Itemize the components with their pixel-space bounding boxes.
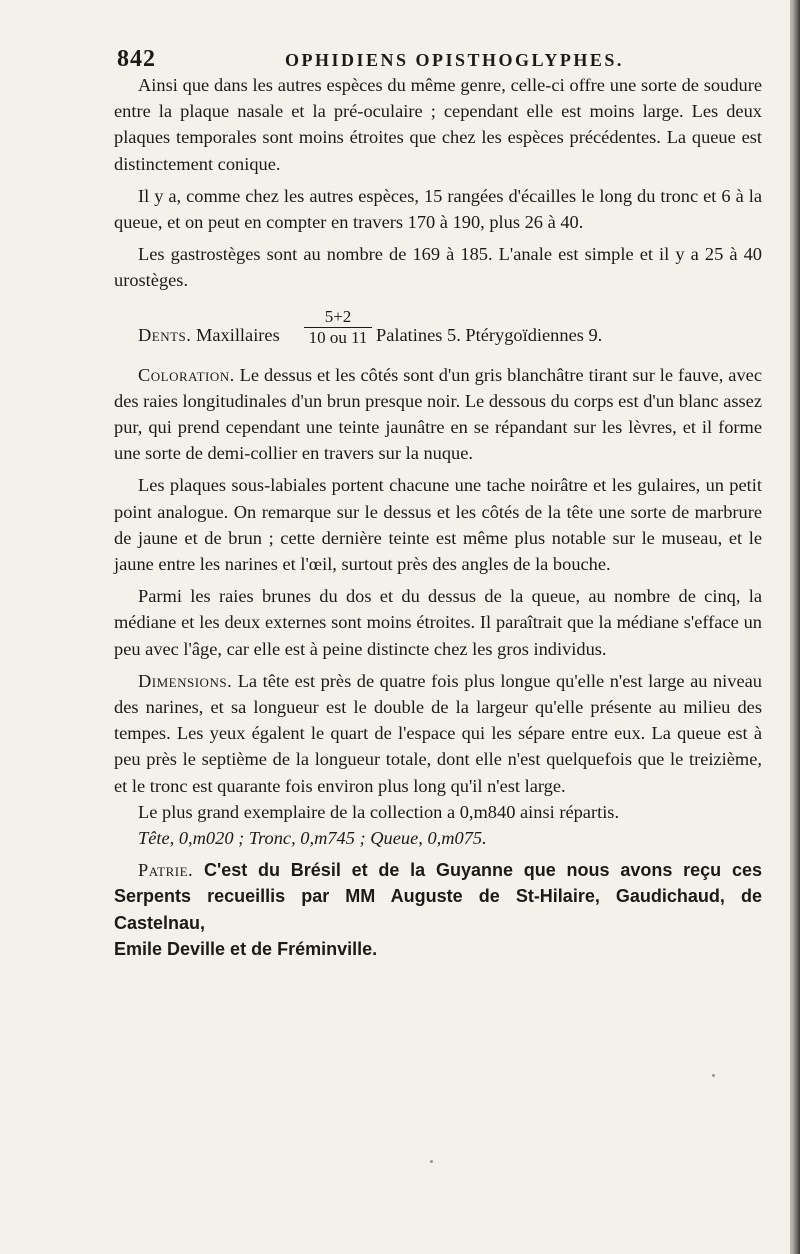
paragraph-coloration xyxy=(114,362,762,467)
paragraph-raies-brunes: Parmi les raies brunes du dos et du dessus de la queue, au nombre de cinq, la médiane et les deux externes sont moins étroites. Il paraîtrait que la médiane s'efface un peu avec l'âge, car elle est à peine distincte chez les gros individus. xyxy=(114,586,762,659)
fraction-denominator: 10 ou 11 xyxy=(308,327,368,347)
dimensions-text: La tête est près de quatre fois plus longue qu'elle n'est large au niveau des narines, et sa longueur est le double de la largeur qu'elle présente au milieu des tempes. Les yeux égalent le quart de l'espace qui les sépare entre eux. La queue est à peu près le septième de la longueur totale, dont elle n'est quelquefois que le treizième, et le tronc est quarante fois environ plus long qu'il n'est large. xyxy=(114,670,762,796)
fraction-numerator: 5+2 xyxy=(324,306,352,326)
maxillaires-fraction xyxy=(304,308,372,347)
paragraph-patrie xyxy=(114,857,762,936)
page-number: 842 xyxy=(117,46,156,72)
paper-speck xyxy=(430,1160,433,1163)
patrie-text: C'est du Brésil et de la Guyanne que nous avons reçu ces Serpents recueillis par MM Auguste de St-Hilaire, Gaudichaud, de Castelnau, xyxy=(114,860,762,933)
maxillaires-label: Maxillaires xyxy=(196,324,280,345)
paper-speck xyxy=(712,1074,715,1077)
paragraph-exemplaire: Le plus grand exemplaire de la collection a 0,m840 ainsi répartis. xyxy=(138,801,620,822)
page-edge-line xyxy=(790,0,792,1254)
coloration-text: Le dessus et les côtés sont d'un gris blanchâtre tirant sur le fauve, avec des raies longitudinales d'un brun presque noir. Le dessous du corps est d'un blanc assez pur, qui prend cependant une teinte jaunâtre en se répandant sur les lèvres, et il forme une sorte de demi-collier en travers sur la nuque. xyxy=(114,364,762,464)
coloration-label: Coloration. xyxy=(138,364,235,385)
dental-formula xyxy=(114,302,762,362)
paragraph-dimensions xyxy=(114,668,762,799)
patrie-label: Patrie. xyxy=(138,860,194,881)
palatines-pterygoidiennes: Palatines 5. Ptérygoïdiennes 9. xyxy=(376,324,603,345)
dents-label-line xyxy=(138,322,280,348)
patrie-last-line: Emile Deville et de Fréminville. xyxy=(114,938,378,959)
dents-label: Dents. xyxy=(138,324,192,345)
paragraph-plaques-labiales: Les plaques sous-labiales portent chacune une tache noirâtre et les gulaires, un petit point analogue. On remarque sur le dessus et les côtés de la tête une sorte de marbrure de jaune et de brun ; cette dernière teinte est même plus notable sur le museau, et le jaune entre les narines et l'œil, surtout près des angles de la bouche. xyxy=(114,475,762,575)
paragraph-mesures: Tête, 0,m020 ; Tronc, 0,m745 ; Queue, 0,m075. xyxy=(138,828,487,849)
body-text xyxy=(114,72,762,962)
running-head: OPHIDIENS OPISTHOGLYPHES. xyxy=(285,50,624,70)
dimensions-label: Dimensions. xyxy=(138,670,233,691)
paragraph-ecailles: Il y a, comme chez les autres espèces, 15 rangées d'écailles le long du tronc et 6 à la queue, et on peut en compter en travers 170 à 190, plus 26 à 40. xyxy=(114,185,762,233)
paragraph-plaques: Ainsi que dans les autres espèces du même genre, celle-ci offre une sorte de soudure entre la plaque nasale et la pré-oculaire ; cependant elle est moins large. Les deux plaques temporales sont moins étroites que chez les espèces précédentes. La queue est distinctement conique. xyxy=(114,75,762,174)
paragraph-gastrosteges: Les gastrostèges sont au nombre de 169 à 185. L'anale est simple et il y a 25 à 40 urostèges. xyxy=(114,244,762,291)
